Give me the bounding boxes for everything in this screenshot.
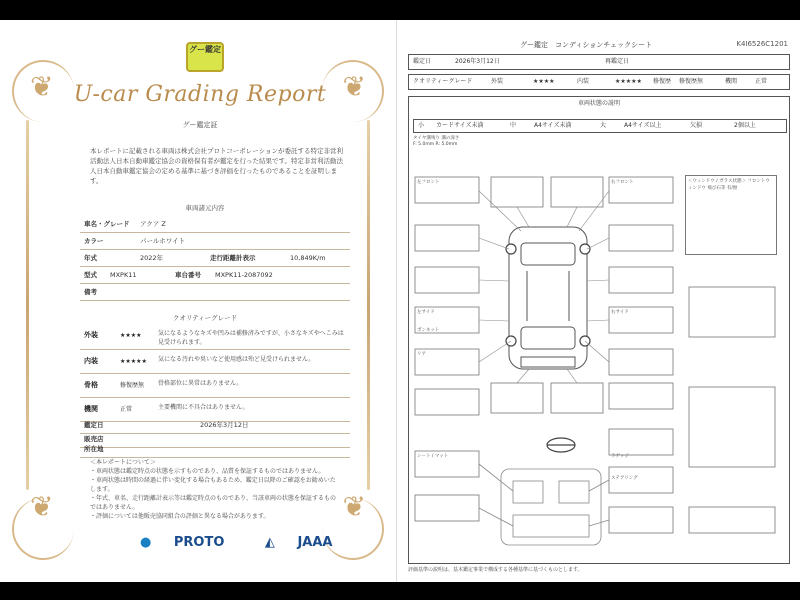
row-type-chassis [80, 268, 350, 284]
label-box [609, 267, 673, 293]
year-label: 年式 [84, 254, 97, 262]
note-item: ・評価については他販売協同組合の評価と異なる場合があります。 [90, 513, 270, 520]
model-label: 車名・グレード [84, 220, 130, 228]
row-year-mileage [80, 251, 350, 267]
grade-label: 内装 [84, 357, 98, 365]
deg-label: 欠損 [690, 122, 703, 129]
sheet-header-row2 [408, 74, 790, 90]
label-bonnet: ボンネット [417, 328, 440, 333]
mileage-value: 10,849K/m [290, 254, 326, 262]
sheet-int-label: 内装 [577, 78, 590, 85]
vehicle-section-heading: 車両諸元内容 [185, 204, 225, 212]
label-box [609, 429, 673, 455]
legend-title: 車両状態の説明 [577, 100, 620, 107]
jaaa-logo: ◭ JAAA [264, 535, 333, 550]
grade-stars: 正常 [120, 406, 133, 413]
footer-logos [140, 535, 368, 550]
color-value: パールホワイト [140, 237, 186, 245]
label-box [491, 177, 543, 207]
grading-certificate [0, 20, 396, 582]
leader-lines [479, 191, 609, 383]
ribbon-bow-icon: ❦ [30, 490, 54, 523]
row-model [80, 217, 350, 233]
label-box [689, 387, 775, 467]
car-outline [509, 227, 587, 369]
grade-stars: ★★★★ [120, 332, 142, 339]
quality-section-heading: クオリティーグレード [172, 314, 238, 322]
interior-diagram [479, 464, 609, 545]
color-label: カラー [84, 237, 104, 245]
proto-logo: ● PROTO [140, 535, 225, 550]
notes-heading: ＜本レポートについて＞ [90, 459, 156, 466]
sheet-header-row1 [408, 54, 790, 70]
label-box [551, 177, 603, 207]
ribbon-bow-icon: ❦ [342, 490, 366, 523]
label-box [551, 383, 603, 413]
label-seat-mat: シート / マット [417, 454, 449, 459]
certificate-intro: 本レポートに記載される車両は株式会社プロトコーポレーションが委託する特定非営利活動法人日本自動車鑑定協会の資格保有者が鑑定を行った結果です。特定非営利活動法人日本自動車鑑定協会の定める基準に基づき評価を行ったものであることを証明します。 [90, 147, 343, 185]
date-label: 鑑定日 [84, 421, 104, 429]
label-steering: ステアリング [611, 476, 638, 481]
note-item: ・車両状態は時間の経過に伴い変化する場合もあるため、鑑定日以降のご確認をお勧めいたします。 [90, 477, 336, 493]
grade-text: 気になる汚れや臭いなど使用感は殆ど見受けられません。 [158, 356, 315, 363]
notes-label: 備考 [84, 288, 97, 296]
row-notes [80, 285, 350, 301]
label-box [415, 389, 479, 415]
sheet-engine-label: 機関 [725, 78, 738, 85]
grade-text: 気になるようなキズや凹みは補修済みですが、小さなキズやへこみは見受けられます。 [158, 330, 344, 346]
sheet-frame-value: 修復歴無 [679, 78, 704, 85]
tire-detail: F: 5.0mm R: 5.0mm [413, 142, 458, 147]
diagram-frame [408, 96, 790, 564]
label-right-front: 右フロント [611, 180, 634, 185]
vine-border-right [367, 120, 370, 490]
label-box [609, 507, 673, 533]
label-box [415, 225, 479, 251]
type-label: 型式 [84, 271, 97, 279]
sheet-frame-label: 修復歴 [653, 78, 672, 85]
deg-value: 2個以上 [734, 122, 756, 129]
type-value: MXPK11 [110, 271, 137, 279]
sheet-int-value: ★★★★★ [615, 78, 642, 85]
page-divider [396, 20, 397, 582]
label-box [415, 495, 479, 521]
sheet-date-value: 2026年3月12日 [455, 58, 500, 65]
label-rear: リア [417, 352, 426, 357]
sheet-title: グー鑑定 コンディションチェックシート [520, 41, 653, 49]
mileage-label: 走行距離計表示 [210, 254, 256, 262]
model-value: アクア Z [140, 220, 166, 228]
steering-wheel-icon [547, 438, 575, 452]
store-label: 販売店 [84, 435, 104, 443]
address-label: 所在地 [84, 445, 104, 453]
grade-text: 骨格部位に異常はありません。 [158, 380, 243, 387]
certificate-subtitle: グー鑑定証 [182, 121, 218, 129]
row-address [80, 442, 350, 458]
sheet-quality-label: クオリティーグレード [413, 78, 473, 85]
note-item: ・年式、車名、走行距離計表示等は鑑定時点のものであり、当該車両の状態を保証するものではありません。 [90, 495, 337, 511]
window-comment-text: ＜ウィンドウ / ガラス状態＞ フロントウィンドウ 飛び石等 有/無 [688, 179, 770, 191]
note-item: ・車両状態は鑑定時点の状態を示すものであり、品質を保証するものではありません。 [90, 468, 325, 475]
tire-note: タイヤ溝残り 溝の深さ [413, 136, 460, 141]
chassis-label: 車台番号 [175, 271, 201, 279]
condition-check-sheet [400, 20, 800, 582]
ribbon-bow-icon: ❦ [30, 70, 54, 103]
grade-label: 機関 [84, 405, 98, 413]
grade-row-interior [80, 351, 350, 374]
goo-kantei-badge: グー鑑定 [186, 42, 224, 72]
date-value: 2026年3月12日 [200, 421, 249, 429]
report-notes [90, 458, 340, 521]
label-box [415, 267, 479, 293]
car-damage-diagram [409, 131, 789, 561]
grade-text: 主要機関に不具合はありません。 [158, 404, 249, 411]
label-right-side: 右サイド [611, 310, 629, 315]
sheet-ext-label: 外装 [491, 78, 504, 85]
grade-label: 外装 [84, 331, 98, 339]
grade-stars: 修復歴無 [120, 382, 145, 389]
sheet-ext-value: ★★★★ [533, 78, 555, 85]
label-box [609, 383, 673, 409]
wheel-markers [506, 244, 590, 346]
document-sheet [0, 20, 800, 582]
label-box [689, 507, 775, 533]
chassis-value: MXPK11-2087092 [215, 271, 273, 279]
grade-row-frame [80, 375, 350, 398]
vine-border-left [26, 120, 29, 490]
size-mid-desc: A4サイズ未満 [534, 122, 572, 129]
size-small: 小 [418, 122, 425, 129]
label-box [609, 349, 673, 375]
size-mid: 中 [510, 122, 517, 129]
sheet-date-label: 鑑定日 [413, 58, 432, 65]
grade-stars: ★★★★★ [120, 358, 147, 365]
label-left-front: 左フロント [417, 180, 440, 185]
ribbon-bow-icon: ❦ [342, 70, 366, 103]
year-value: 2022年 [140, 254, 164, 262]
sheet-engine-value: 正常 [755, 78, 768, 85]
label-left-side: 左サイド [417, 310, 435, 315]
grade-label: 骨格 [84, 381, 98, 389]
label-box [689, 287, 775, 337]
label-box [491, 383, 543, 413]
row-color [80, 234, 350, 250]
sheet-footer: 評価基準の説明は、基本鑑定事業で構成する各種基準に基づくものとします。 [408, 567, 583, 573]
sheet-reinspect-label: 再鑑定日 [605, 58, 630, 65]
certificate-title: U-car Grading Report [73, 82, 327, 107]
label-luggage: ラゲッジ [611, 454, 629, 459]
grade-row-exterior [80, 325, 350, 350]
label-box [609, 225, 673, 251]
size-large-desc: A4サイズ以上 [624, 122, 662, 129]
size-small-desc: カードサイズ未満 [436, 122, 484, 129]
sheet-code: K4I6526C1201 [736, 40, 788, 48]
size-large: 大 [600, 122, 607, 129]
